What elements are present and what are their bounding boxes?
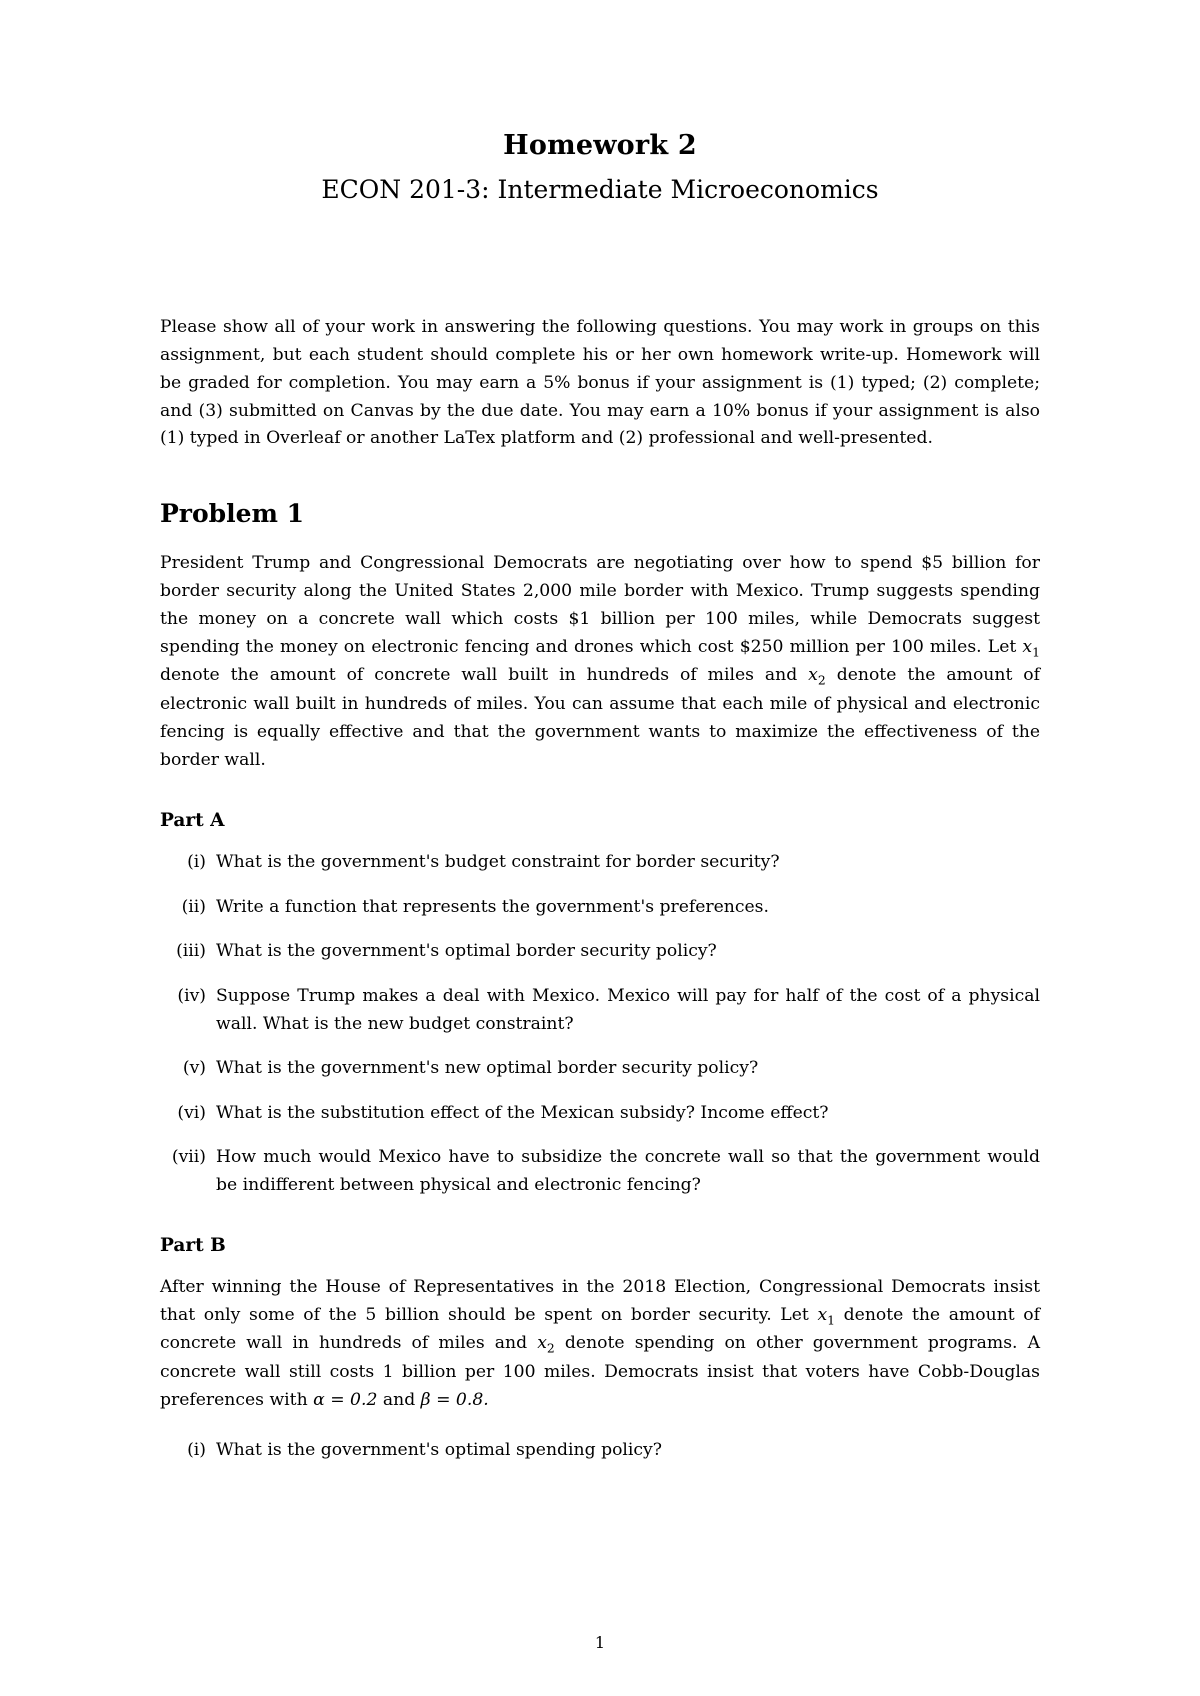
- list-item-marker: (vii): [171, 1147, 206, 1168]
- part-b-prompt-part-3: denote spending on other government programs. A concrete wall still costs 1 billion per 100 miles. Democrats insist that voters have Cobb-Douglas preferences with: [160, 1333, 1041, 1410]
- list-item-marker: (iii): [176, 941, 206, 962]
- part-b-prompt-part-4: and: [382, 1389, 416, 1410]
- list-item-marker: (v): [182, 1058, 206, 1079]
- variable-x2: $x_2$: [808, 665, 826, 688]
- list-item: [160, 1055, 1040, 1083]
- page-number: 1: [594, 1633, 606, 1652]
- list-item: [160, 983, 1040, 1038]
- part-b-prompt: [160, 1274, 1040, 1415]
- problem-1-prompt-part-1: President Trump and Congressional Democrats are negotiating over how to spend $5 billion for border security along the United States 2,000 mile border with Mexico. Trump suggests spending the money on a concrete wall which costs $1 billion per 100 miles, while Democrats suggest spending the money on electronic fencing and drones which cost $250 million per 100 miles. Let: [160, 553, 1040, 657]
- page-subtitle: ECON 201-3: Intermediate Microeconomics: [321, 175, 879, 204]
- list-item: [160, 1437, 1040, 1465]
- list-item-text: Suppose Trump makes a deal with Mexico. Mexico will pay for half of the cost of a physical wall. What is the new budget constraint?: [216, 986, 1040, 1034]
- list-item-marker: (i): [187, 1439, 206, 1460]
- list-item: [160, 1144, 1040, 1199]
- list-item-text: Write a function that represents the government's preferences.: [216, 896, 769, 917]
- part-b-heading: Part B: [160, 1235, 226, 1257]
- list-item-text: What is the government's budget constraint for border security?: [216, 852, 780, 873]
- variable-x1: $x_1$: [1022, 636, 1040, 660]
- part-a-heading: Part A: [160, 810, 225, 832]
- list-item: [160, 1100, 1040, 1128]
- problem-1-prompt-part-2: denote the amount of concrete wall built in hundreds of miles and: [160, 665, 798, 686]
- problem-1-prompt-part-3: denote the amount of electronic wall built in hundreds of miles. You can assume that each mile of physical and electronic fencing is equally effective and that the government wants to maximize the effectiveness of the border wall.: [160, 665, 1040, 770]
- variable-x1: $x_1$: [817, 1304, 836, 1328]
- part-b-question-list: [160, 1437, 1040, 1465]
- variable-x2: $x_2$: [537, 1333, 555, 1356]
- intro-paragraph: Please show all of your work in answering the following questions. You may work in groups on this assignment, but each student should complete his or her own homework write-up. Homework will be graded for completion. You may earn a 5% bonus if your assignment is (1) typed; (2) complete; and (3) submitted on Canvas by the due date. You may earn a 10% bonus if your assignment is also (1) typed in Overleaf or another LaTex platform and (2) professional and well-presented.: [160, 317, 1040, 449]
- list-item-marker: (vi): [177, 1102, 206, 1123]
- alpha-expression: α = 0.2: [313, 1389, 378, 1410]
- list-item-marker: (ii): [181, 896, 206, 917]
- page-title: Homework 2: [503, 130, 697, 161]
- list-item-text: How much would Mexico have to subsidize the concrete wall so that the government would be indifferent between physical and electronic fencing?: [216, 1147, 1040, 1195]
- problem-1-prompt: [160, 550, 1040, 774]
- list-item: [160, 849, 1040, 877]
- beta-expression: β = 0.8.: [420, 1389, 489, 1410]
- part-b-prompt-part-2: denote the amount of concrete wall in hundreds of miles and: [160, 1304, 1041, 1354]
- list-item: [160, 938, 1040, 966]
- part-b-prompt-part-1: After winning the House of Representatives in the 2018 Election, Congressional Democrats insist that only some of the 5 billion should be spent on border security. Let: [160, 1277, 1040, 1325]
- list-item-text: What is the substitution effect of the Mexican subsidy? Income effect?: [216, 1102, 829, 1123]
- problem-1-heading: Problem 1: [160, 499, 305, 529]
- list-item: [160, 894, 1040, 922]
- list-item-text: What is the government's optimal spending policy?: [216, 1439, 662, 1460]
- list-item-marker: (iv): [177, 986, 206, 1006]
- list-item-text: What is the government's new optimal border security policy?: [216, 1058, 759, 1079]
- list-item-marker: (i): [187, 852, 206, 873]
- part-a-question-list: [160, 849, 1040, 1199]
- list-item-text: What is the government's optimal border security policy?: [216, 941, 717, 962]
